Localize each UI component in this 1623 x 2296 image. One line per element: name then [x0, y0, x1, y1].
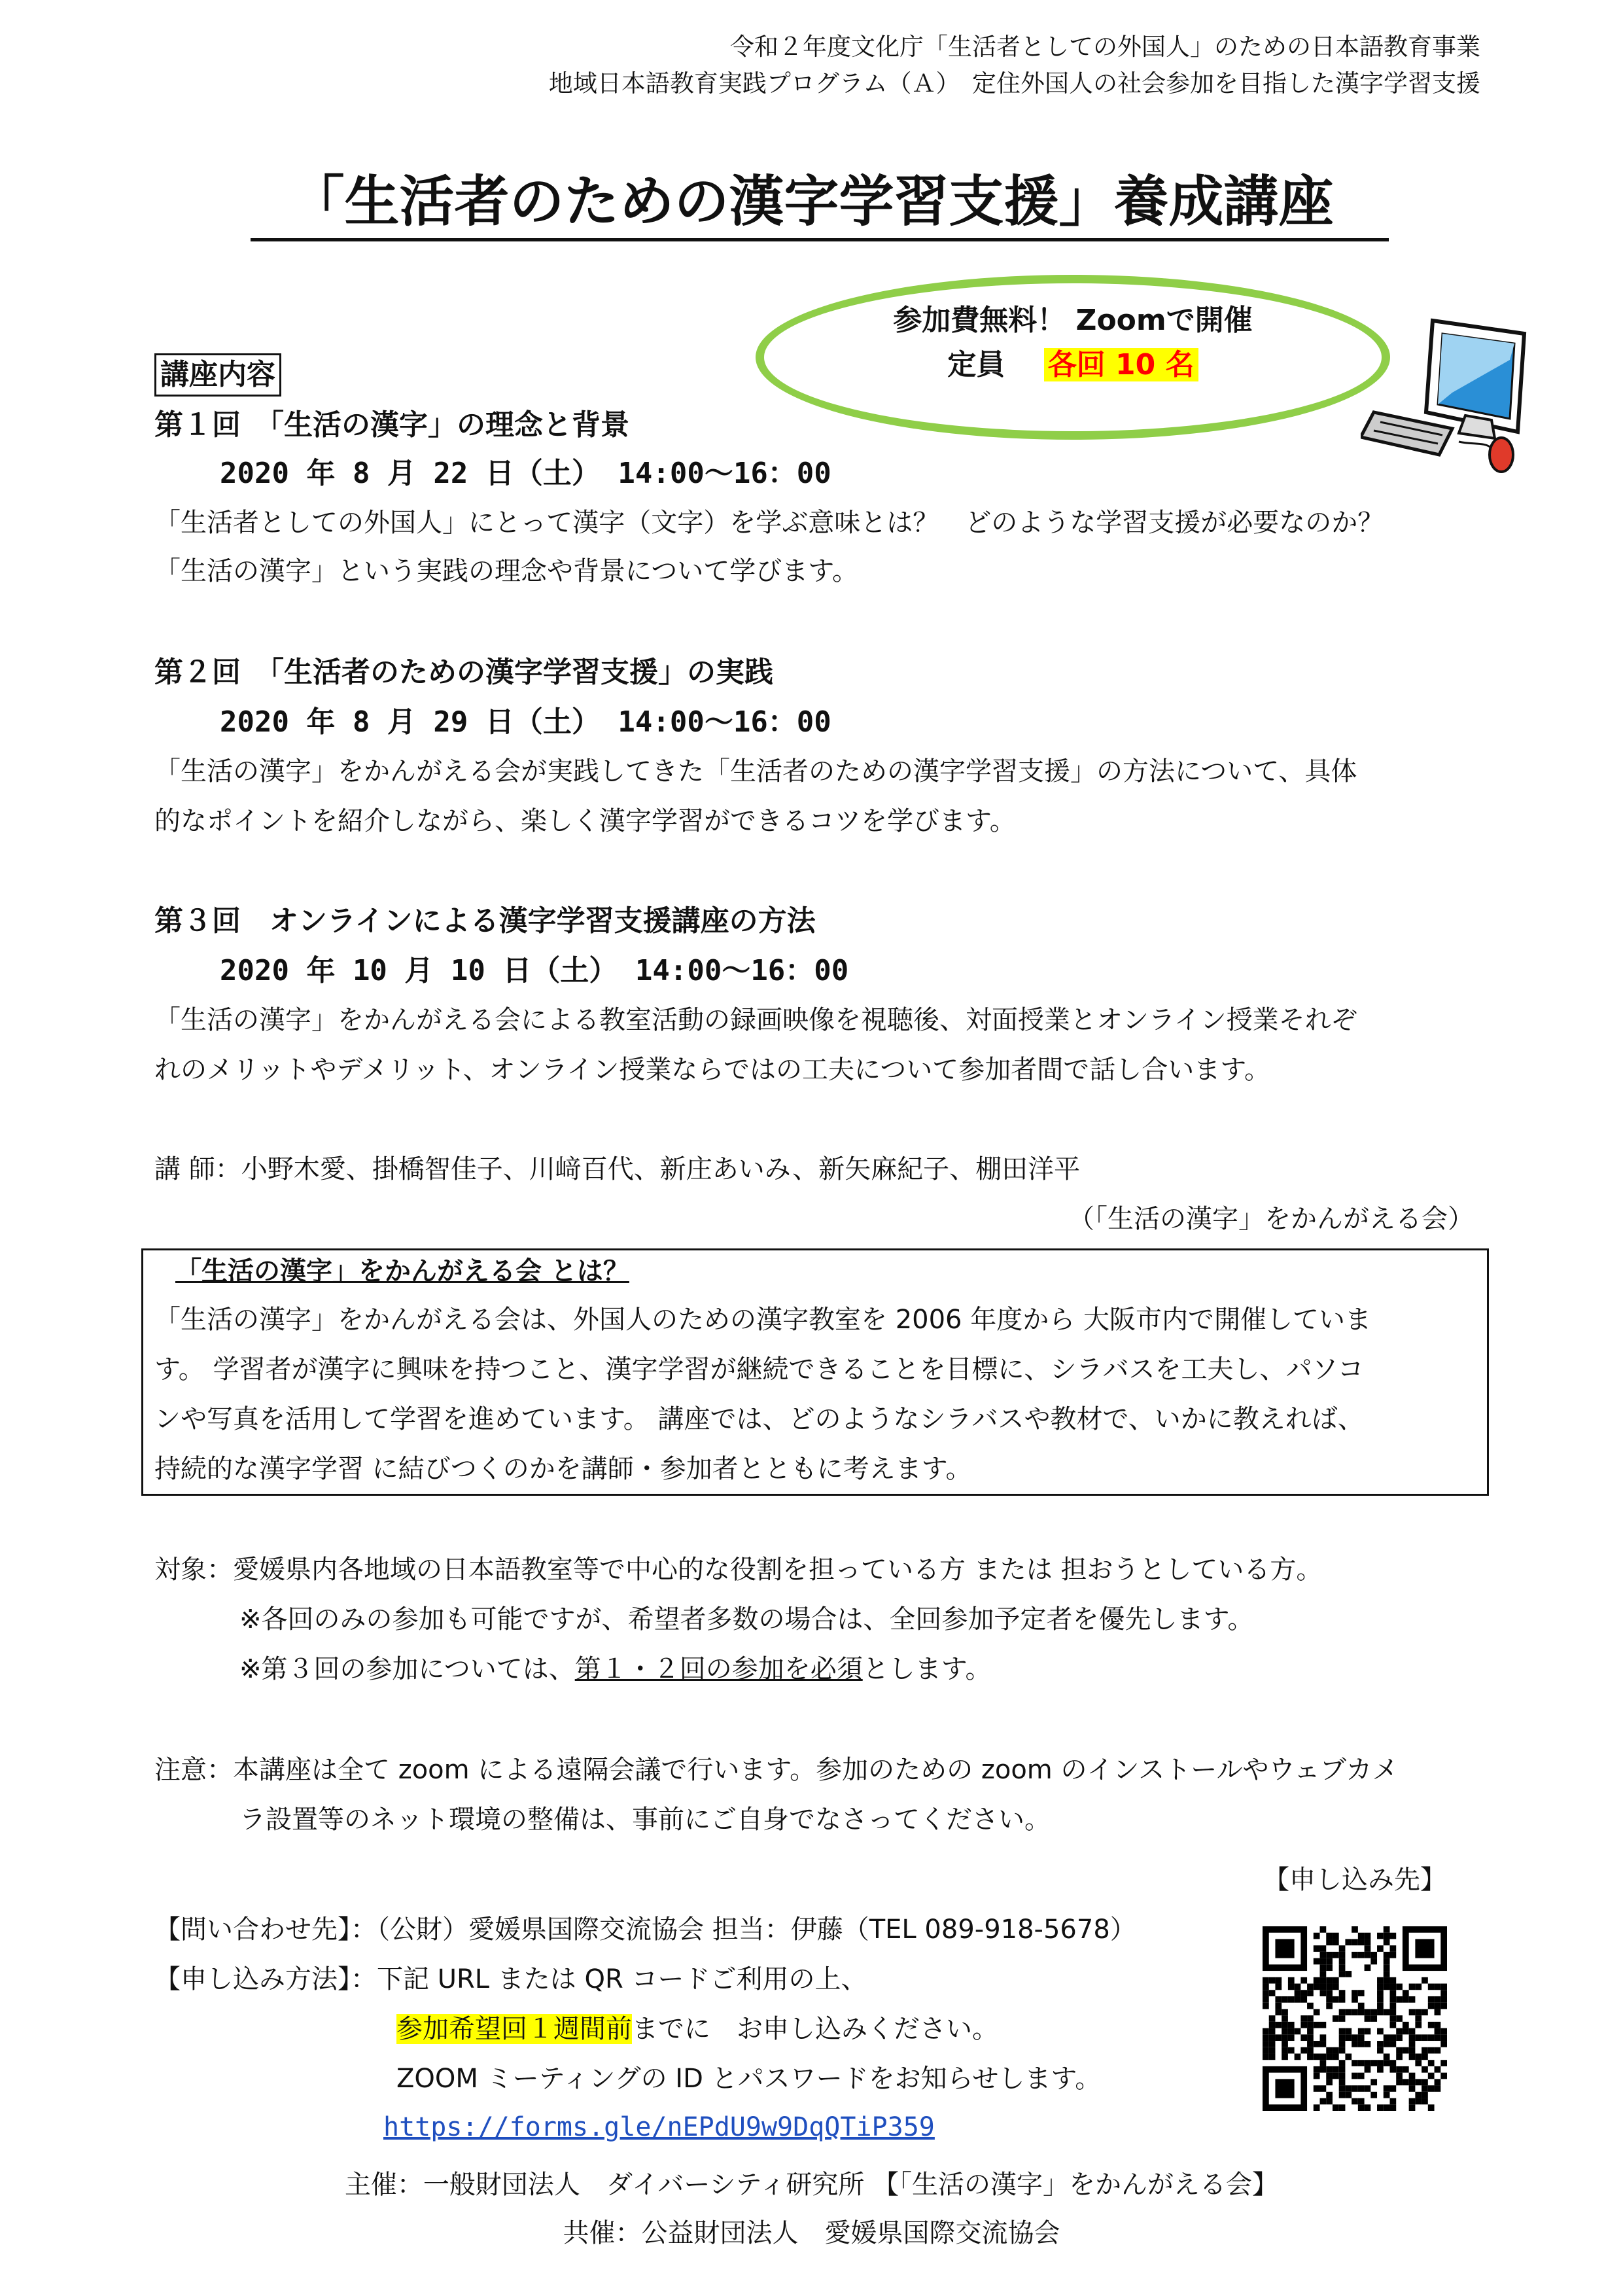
session-3-heading: 第３回 オンラインによる漢字学習支援講座の方法 [154, 904, 816, 938]
about-text-1: 「生活の漢字」をかんがえる会は、外国人のための漢字教室を 2006 年度から 大阪市内で開催していま [154, 1305, 1371, 1335]
session-1-heading: 第１回 「生活の漢字」の理念と背景 [154, 408, 629, 442]
about-text-2: す。 学習者が漢字に興味を持つこと、漢字学習が継続できることを目標に、シラバスを工夫し、パソコ [154, 1354, 1364, 1385]
target-line-2: ※各回のみの参加も可能ですが、希望者多数の場合は、全回参加予定者を優先します。 [239, 1604, 1254, 1634]
session-2-date: 2020 年 8 月 29 日（土） 14:00～16：00 [220, 705, 831, 739]
instructors-affiliation: （「生活の漢字」をかんがえる会） [1068, 1204, 1474, 1234]
qr-code-icon[interactable] [1263, 1926, 1447, 2111]
callout-free-zoom: 参加費無料！ Zoomで開催 [893, 304, 1253, 337]
session-2-text-1: 「生活の漢字」をかんがえる会が実践してきた「生活者のための漢字学習支援」の方法について、具体 [154, 756, 1357, 786]
session-3-text-2: れのメリットやデメリット、オンライン授業ならではの工夫について参加者間で話し合います。 [154, 1055, 1270, 1085]
session-1-text-1: 「生活者としての外国人」にとって漢字（文字）を学ぶ意味とは？ どのような学習支援が必要なのか？ [154, 508, 1384, 538]
about-text-4: 持続的な漢字学習 に結びつくのかを講師・参加者とともに考えます。 [154, 1454, 972, 1484]
session-3-text-1: 「生活の漢字」をかんがえる会による教室活動の録画映像を視聴後、対面授業とオンライン授業それぞ [154, 1005, 1357, 1035]
session-1-date: 2020 年 8 月 22 日（土） 14:00～16：00 [220, 457, 831, 490]
about-text-3: ンや写真を活用して学習を進めています。 講座では、どのようなシラバスや教材で、いかに教えれば、 [154, 1404, 1364, 1434]
apply-method-line: 【申し込み方法】：下記 URL または QR コードご利用の上、 [154, 1964, 867, 1994]
callout-capacity [756, 345, 1390, 385]
session-2-text-2: 的なポイントを紹介しながら、楽しく漢字学習ができるコツを学びます。 [154, 806, 1016, 836]
session-3-date: 2020 年 10 月 10 日（土） 14:00～16：00 [220, 954, 849, 987]
target-line-1: 対象：愛媛県内各地域の日本語教室等で中心的な役割を担っている方 または 担おうとしている方。 [154, 1555, 1323, 1585]
computer-icon [1361, 308, 1531, 478]
target-line-3 [239, 1650, 992, 1688]
zoom-id-note: ZOOM ミーティングの ID とパスワードをお知らせします。 [396, 2064, 1102, 2094]
organizer-line: 主催：一般財団法人 ダイバーシティ研究所 【「生活の漢字」をかんがえる会】 [344, 2170, 1279, 2200]
apply-deadline: 参加希望回１週間前 [396, 2014, 632, 2044]
header-line-1: 令和２年度文化庁「生活者としての外国人」のための日本語教育事業 [730, 33, 1480, 61]
header-line-2: 地域日本語教育実践プログラム（Ａ） 定住外国人の社会参加を目指した漢字学習支援 [548, 69, 1480, 97]
target-line-3-pre: ※第３回の参加については、 [239, 1654, 575, 1684]
title-underline [251, 238, 1389, 241]
course-contents-label: 講座内容 [154, 353, 281, 397]
notice-line-1: 注意：本講座は全て zoom による遠隔会議で行います。参加のための zoom のインストールやウェブカメ [154, 1755, 1399, 1785]
notice-line-2: ラ設置等のネット環境の整備は、事前にご自身でなさってください。 [239, 1805, 1051, 1835]
session-1-text-2: 「生活の漢字」という実践の理念や背景について学びます。 [154, 556, 858, 586]
target-line-3-post: とします。 [862, 1654, 992, 1684]
about-heading: 「生活の漢字」をかんがえる会 とは？ [175, 1256, 629, 1286]
apply-deadline-post: までに お申し込みください。 [632, 2014, 998, 2044]
apply-heading: 【申し込み先】 [1263, 1865, 1446, 1895]
target-required-note: 第１・２回の参加を必須 [574, 1654, 863, 1684]
application-form-link[interactable]: https://forms.gle/nEPdU9w9DqQTiP359 [383, 2112, 935, 2142]
contact-line: 【問い合わせ先】：（公財）愛媛県国際交流協会 担当：伊藤（TEL 089-918-5678） [154, 1915, 1136, 1945]
session-2-heading: 第２回 「生活者のための漢字学習支援」の実践 [154, 656, 773, 689]
capacity-label: 定員 [947, 348, 1005, 381]
capacity-value: 各回 10 名 [1044, 348, 1198, 381]
cohost-line: 共催：公益財団法人 愛媛県国際交流協会 [563, 2218, 1060, 2248]
page-title: 「生活者のための漢字学習支援」養成講座 [289, 169, 1334, 234]
instructors-line: 講 師：小野木愛、掛橋智佳子、川﨑百代、新庄あいみ、新矢麻紀子、棚田洋平 [154, 1154, 1081, 1184]
apply-deadline-line [396, 2010, 998, 2048]
